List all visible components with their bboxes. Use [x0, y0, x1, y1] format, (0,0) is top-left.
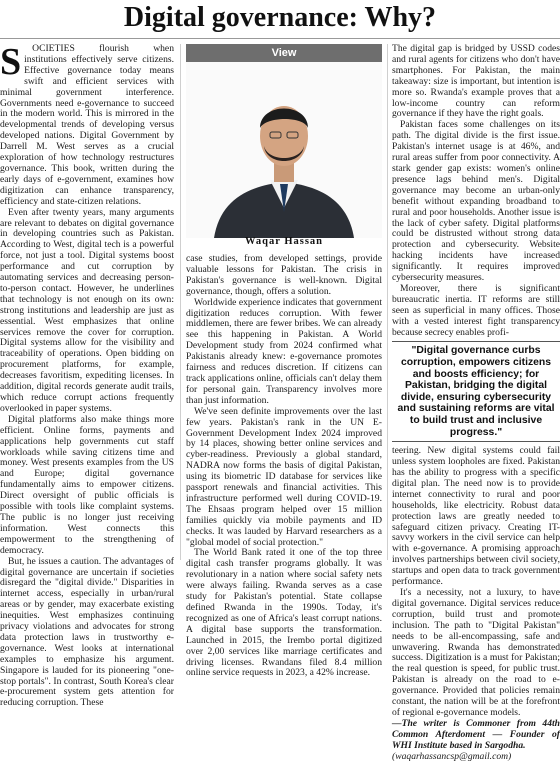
- top-rule: [0, 38, 560, 39]
- column-right: [392, 43, 560, 762]
- paragraph: The World Bank rated it one of the top three digital cash transfer programs globally. It was revolutionary in a nation where social safety nets were always failing. Rwanda serves as a case study for Pakistan's potential. State collapse defined Rwanda in the 1990s. Today, it's recognized as one of Africa's least corrupt nations. A digital base supports the transformation. Launched in 2015, the Irembo portal digitized over 2,00 services like marriage certificates and driving licenses. Rwandans filed 8.4 million online service requests in 2023, a 42% increase.: [186, 547, 382, 679]
- paragraph: Digital platforms also make things more efficient. Online forms, payments and applications help governments cut staff workloads while saving citizens time and money. West presents examples from the US and Europe; digital governance fundamentally aims to empower citizens. Direct oversight of public officials is possible with tools like complaint systems. The public is no longer just receiving information. West connects this empowerment to the strengthening of democracy.: [0, 413, 174, 556]
- paragraph: Pakistan faces some challenges on its path. The digital divide is the first issue. Pakistan's internet usage is at 46%, and rural areas suffer from poor connectivity. A stark gender gap exists: women's online presence lags behind men's. Digital governance may become an urban-only benefit without expanding broadband to rural and poor households. Another issue is the lack of cyber safety. Digital platforms could be distrusted without strong data protection and cybersecurity. Website hacking incidents have increased significantly. It requires improved cybersecurity measures.: [392, 119, 560, 284]
- column-divider: [180, 44, 181, 560]
- author-photo: [186, 62, 382, 238]
- column-divider: [387, 44, 388, 560]
- paragraph: case studies, from developed settings, provide valuable lessons for Pakistan. The crisis in Pakistan's governance is well-known. Digital governance, though, offers a solution.: [186, 253, 382, 297]
- paragraph: The digital gap is bridged by USSD codes and rural agents for citizens who don't have smartphones. For Pakistan, the main takeaway: size is important, but intention is more so. Rwanda's example proves that a low-income country can reform governance if they have the right goals.: [392, 43, 560, 120]
- paragraph: teering. New digital systems could fail unless system loopholes are fixed. Pakistan has the ability to progress with a specific digital plan. The need now is to provide internet connectivity to rural and poor households, like electricity. Robust data protection laws are greatly needed to safeguard citizen privacy. Creating IT-savvy workers in the civil service can help with e-governance. A promising approach involves partnerships between civil society, startups and open data to track government performance.: [392, 445, 560, 588]
- author-byline: —The writer is Commoner from 44th Common Afterdoment — Founder of WHI Institute based in Sargodha.: [392, 717, 560, 751]
- column-middle: [186, 253, 382, 679]
- paragraph: Worldwide experience indicates that government digitization reduces corruption. With fewer middlemen, there are fewer bribes. We can already see this happening in Pakistan. A World Development study from 2024 confirmed what Pakistanis already knew: e-governance promotes fairness and reduces discretion. If citizens can track applications online, officials can't delay them for personal gain. Transparency involves more than just information.: [186, 296, 382, 406]
- author-email: (waqarhassancsp@gmail.com): [392, 750, 512, 762]
- paragraph-text: OCIETIES flourish when institutions effectively serve citizens. Effective governance today means swift and efficient services with minimal government interference. Governments need e-governance to succeed in the modern world. This is mirrored in the developmental trends of developing versus developed nations. Digital Government by Darrell M. West serves as a crucial exploration of how technology restructures governance. This book, written during the early days of e-government, examines how digitization can enhance transparency, efficiency and state-citizen relations.: [0, 43, 174, 207]
- author-portrait-illustration: [186, 62, 382, 238]
- column-left: [0, 41, 174, 709]
- author-name: Waqar Hassan: [244, 236, 324, 247]
- drop-cap: S: [0, 41, 22, 83]
- pull-quote: "Digital governance curbs corruption, empowers citizens and boosts efficiency; for Pakistan, bridging the digital divide, ensuring cybersecurity and sustaining reforms are vital to build trust and inclusive progress.": [392, 341, 560, 442]
- paragraph: But, he issues a caution. The advantages of digital governance are uncertain if societies disregard the "digital divide." Disparities in internet access, especially in urban/rural areas or by gender, may exacerbate existing inequities. West emphasizes continuing privacy violations and advocates for strong data protection laws in trustworthy e-governance. West looks at international examples to emphasize his argument. Singapore is lauded for its pioneering "one-stop portals". In contrast, South Korea's clear e-procurement system gets attention for reducing corruption. These: [0, 555, 174, 709]
- paragraph: Moreover, there is significant bureaucratic inertia. IT reforms are still seen as superficial in many offices. Those with a vested interest fight transparency because secrecy enables profi-: [392, 282, 560, 338]
- paragraph: We've seen definite improvements over the last few years. Pakistan's rank in the UN E-Government Development Index 2024 improved by 14 places, showing better online services and cyber-readiness. Previously a global standard, NADRA now forms the basis of digital Pakistan, using its biometric ID database for services like passport renewals and financial activities. This infrastructure performed well during COVID-19. The Ehsaas program helped over 15 million families quickly via mobile payments and ID checks. It was lauded by Harvard researchers as a "global model of social protection.": [186, 405, 382, 548]
- paragraph: Even after twenty years, many arguments are relevant to debates on digital governance in developing countries such as Pakistan. According to West, digital tech is a powerful force, not just a tool. Digital systems boost performance and cut corruption by automating services and decreasing person-to-person contact. However, he underlines that technology is not enough on its own: strong institutions and leadership are just as essential. West emphasizes that online services remove the cover for corruption. Digital systems allow for the visibility and traceability of operations. Open bidding on procurement platforms, for example, decreases favoritism, expediting licenses. In addition, digital records generate audit trails, which reduce corrupt actions frequently overlooked in paper systems.: [0, 206, 174, 414]
- section-banner: View: [186, 44, 382, 62]
- article-headline: Digital governance: Why?: [123, 2, 437, 33]
- paragraph: [0, 41, 174, 208]
- paragraph: It's a necessity, not a luxury, to have digital governance. Digital services reduce corruption, build trust and promote inclusion. The path to "Digital Pakistan" needs to be all-encompassing, safe and unwavering. Rwanda has demonstrated success. Digitization is a must for Pakistan; the real question is speed, for public trust. Pakistan is already on the road to e-governance. Provided that policies remain constant, the nation will be at the forefront of regional e-governance models.: [392, 587, 560, 718]
